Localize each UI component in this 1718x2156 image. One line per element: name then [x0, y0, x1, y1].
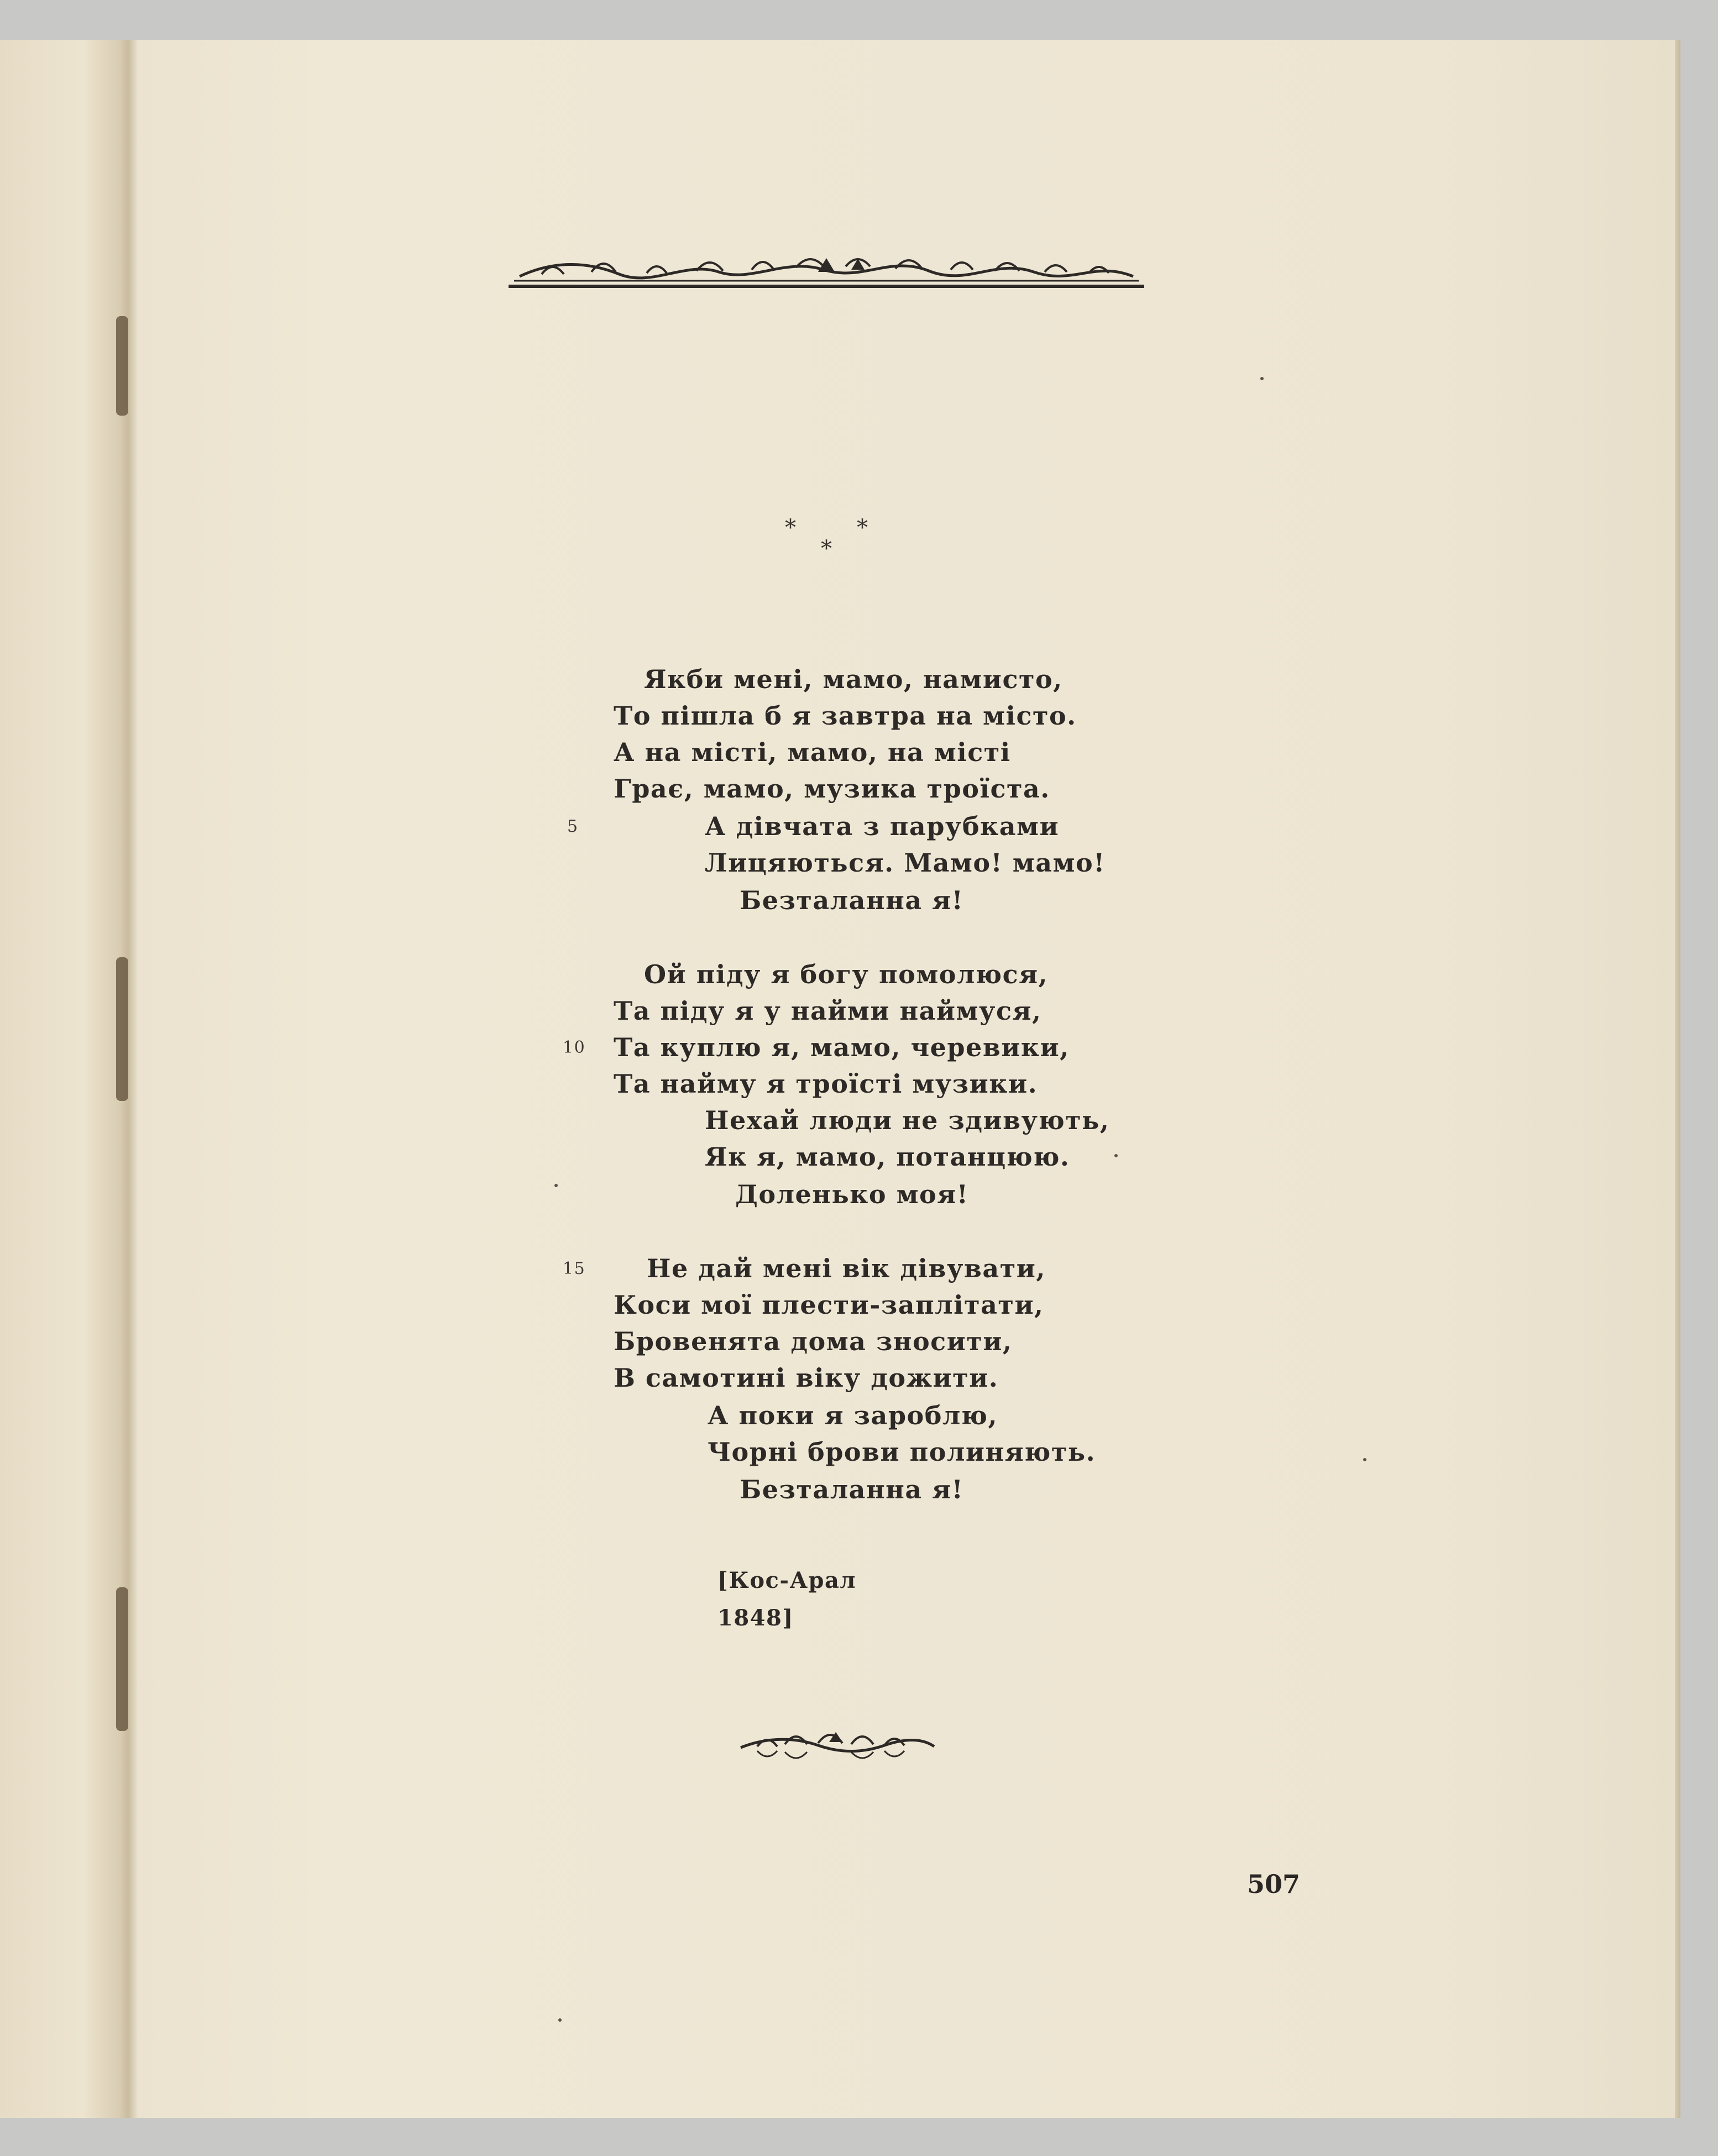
poem-line: Коси мої плести-заплітати, — [614, 1290, 1044, 1320]
dateline-place: [Кос-Арал — [717, 1567, 857, 1593]
poem-line: Бровенята дома зносити, — [614, 1326, 1013, 1356]
poem-line: Не дай мені вік дівувати, — [647, 1253, 1046, 1283]
poem-line: В самотині віку дожити. — [614, 1363, 999, 1393]
book-page — [0, 40, 1680, 2118]
poem-line: Безталанна я! — [740, 1475, 964, 1504]
asterism-star: * — [857, 515, 868, 541]
poem-line: Якби мені, мамо, намисто, — [644, 664, 1063, 694]
asterism-star: * — [821, 536, 832, 562]
poem-line: Та куплю я, мамо, черевики, — [614, 1032, 1070, 1062]
poem — [0, 40, 1680, 2118]
poem-line: Доленько моя! — [735, 1179, 969, 1209]
poem-line: Як я, мамо, потанцюю. — [705, 1142, 1070, 1172]
line-number: 10 — [563, 1038, 586, 1057]
poem-line: А поки я зароблю, — [708, 1400, 998, 1430]
poem-line: Нехай люди не здивують, — [705, 1105, 1110, 1135]
line-number: 5 — [567, 817, 579, 836]
poem-line: Та найму я троїсті музики. — [614, 1069, 1038, 1099]
paper-speck — [1260, 377, 1264, 380]
poem-line: А на місті, мамо, на місті — [614, 737, 1011, 767]
poem-line: Лицяються. Мамо! мамо! — [705, 848, 1106, 878]
paper-speck — [1363, 1458, 1366, 1461]
paper-speck — [554, 1184, 558, 1187]
poem-line: Чорні брови полиняють. — [708, 1437, 1096, 1467]
poem-line: Та піду я у найми наймуся, — [614, 996, 1042, 1026]
tailpiece-ornament — [735, 1725, 940, 1764]
paper-speck — [558, 2018, 562, 2022]
page-number: 507 — [1247, 1869, 1301, 1899]
paper-speck — [1114, 1154, 1118, 1157]
poem-line: А дівчата з парубками — [705, 811, 1060, 841]
poem-line: Грає, мамо, музика троїста. — [614, 774, 1050, 804]
poem-line: То пішла б я завтра на місто. — [614, 701, 1077, 731]
line-number: 15 — [563, 1259, 586, 1278]
asterism-star: * — [785, 515, 796, 541]
dateline-year: 1848] — [717, 1605, 794, 1631]
poem-line: Безталанна я! — [740, 885, 964, 915]
poem-line: Ой піду я богу помолюся, — [644, 959, 1049, 989]
